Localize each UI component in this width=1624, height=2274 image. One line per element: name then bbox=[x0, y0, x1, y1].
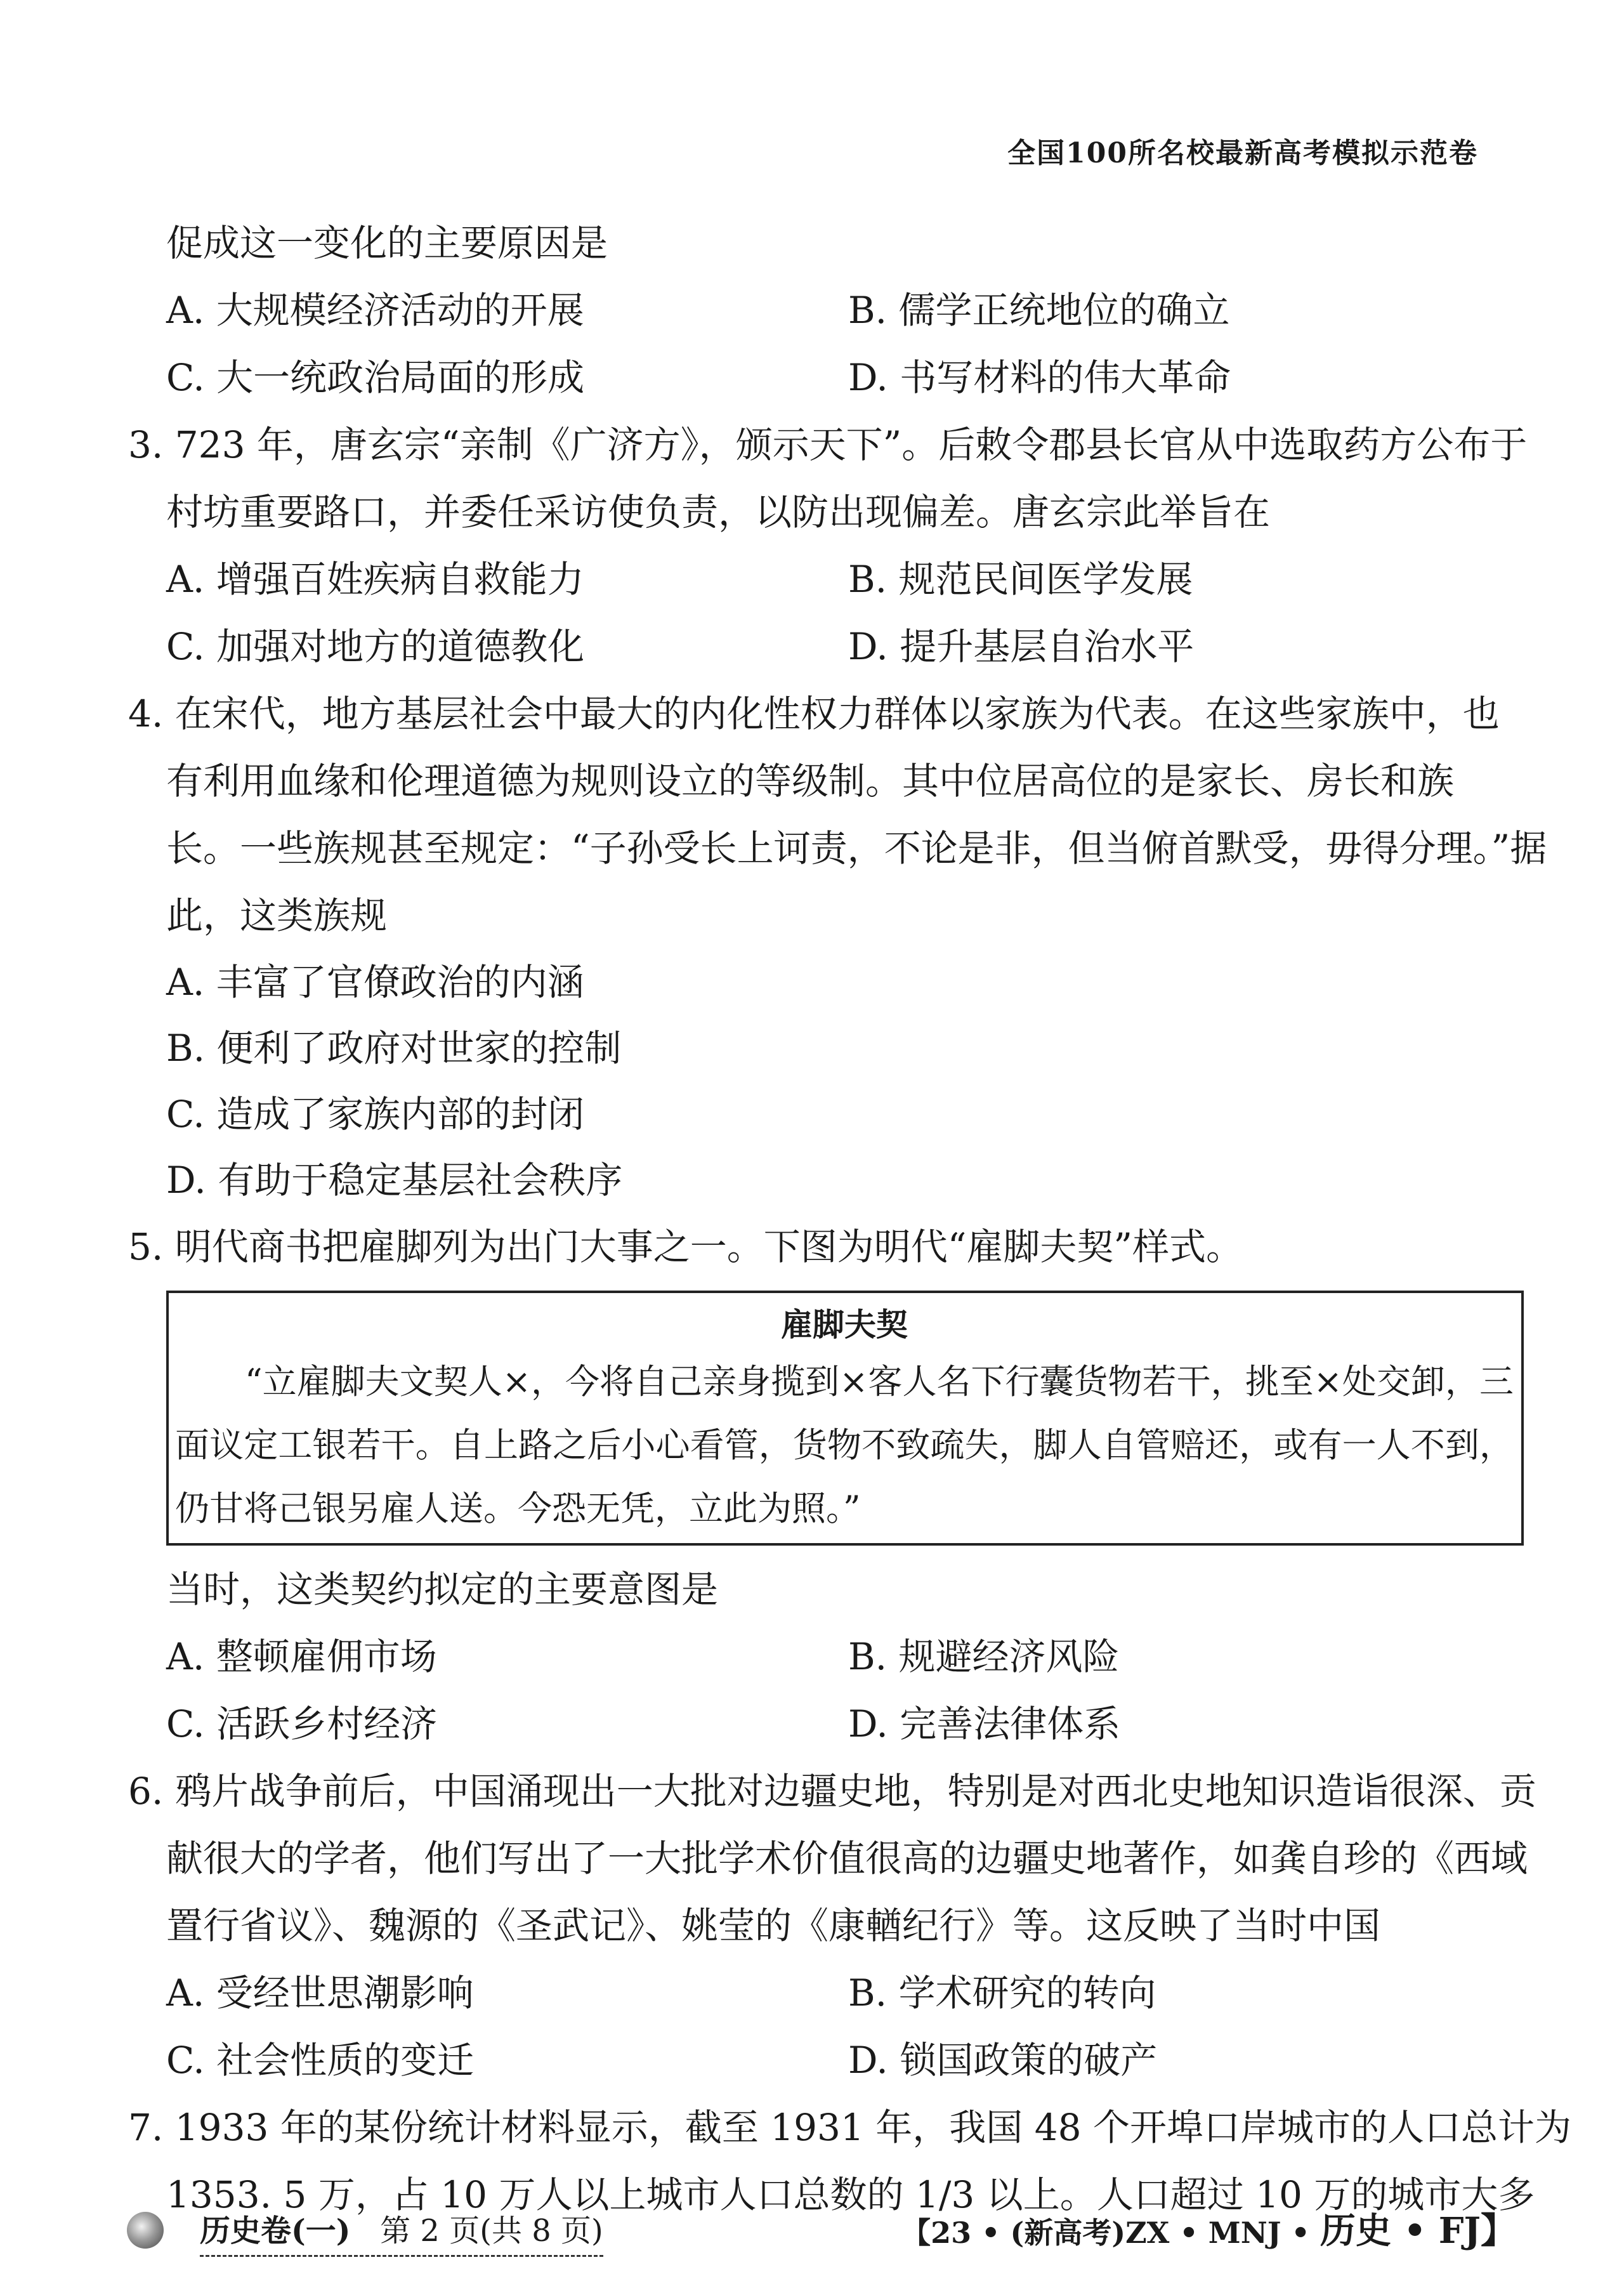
question-4 bbox=[128, 680, 1547, 1213]
subject-label: 历史 • FJ】 bbox=[1320, 2210, 1516, 2252]
option-b: B. 学术研究的转向 bbox=[848, 1971, 1156, 2014]
option-d: D. 锁国政策的破产 bbox=[848, 2039, 1158, 2082]
options-row bbox=[166, 546, 1530, 613]
option-a: A. 大规模经济活动的开展 bbox=[166, 289, 584, 332]
question-stem-line: 6. 鸦片战争前后，中国涌现出一大批对边疆史地，特别是对西北史地知识造诣很深、贡 bbox=[128, 1770, 1536, 1813]
option-a: A. 整顿雇佣市场 bbox=[166, 1635, 437, 1678]
contract-box bbox=[166, 1291, 1524, 1546]
options-row bbox=[166, 344, 1530, 411]
question-6 bbox=[128, 1758, 1536, 2094]
option-a: A. 增强百姓疾病自救能力 bbox=[166, 558, 584, 601]
option-c: C. 加强对地方的道德教化 bbox=[166, 625, 585, 668]
question-stem-line: 1353. 5 万，占 10 万人以上城市人口总数的 1/3 以上。人口超过 10 万的城市大多 bbox=[166, 2173, 1535, 2216]
question-stem-line: 5. 明代商书把雇脚列为出门大事之一。下图为明代“雇脚夫契”样式。 bbox=[128, 1225, 1243, 1268]
option-b: B. 便利了政府对世家的控制 bbox=[166, 1027, 622, 1070]
contract-text: “立雇脚夫文契人×，今将自己亲身揽到×客人名下行囊货物若干，挑至×处交卸，三面议定工银若干。自上路之后小心看管，货物不致疏失，脚人自管赔还，或有一人不到，仍甘将己银另雇人送。今恐无凭，立此为照。” bbox=[175, 1362, 1514, 1528]
question-stem-line: 长。一些族规甚至规定：“子孙受长上诃责，不论是非，但当俯首默受，毋得分理。”据 bbox=[166, 827, 1547, 870]
footer-code bbox=[901, 2208, 1516, 2256]
options-row bbox=[166, 2027, 1530, 2094]
question-stem-line: 村坊重要路口，并委任采访使负责，以防出现偏差。唐玄宗此举旨在 bbox=[166, 490, 1271, 534]
page-number: 第 2 页(共 8 页) bbox=[380, 2213, 603, 2249]
option-d: D. 有助于稳定基层社会秩序 bbox=[166, 1159, 623, 1202]
paper-code: 【23 • (新高考)ZX • MNJ • bbox=[901, 2216, 1310, 2250]
option-b: B. 规避经济风险 bbox=[848, 1635, 1120, 1678]
question-stem-line: 置行省议》、魏源的《圣武记》、姚莹的《康輶纪行》等。这反映了当时中国 bbox=[166, 1904, 1381, 1947]
option-c: C. 大一统政治局面的形成 bbox=[166, 356, 585, 399]
question-stem-line: 有利用血缘和伦理道德为规则设立的等级制。其中位居高位的是家长、房长和族 bbox=[166, 759, 1455, 803]
contract-title: 雇脚夫契 bbox=[781, 1306, 908, 1343]
question-stem: 当时，这类契约拟定的主要意图是 bbox=[166, 1568, 719, 1611]
option-c: C. 活跃乡村经济 bbox=[166, 1702, 438, 1745]
option-c: C. 造成了家族内部的封闭 bbox=[166, 1093, 585, 1136]
options-row bbox=[166, 1959, 1530, 2027]
question-2 bbox=[166, 209, 1530, 411]
question-stem-line: 4. 在宋代，地方基层社会中最大的内化性权力群体以家族为代表。在这些家族中，也 bbox=[128, 692, 1500, 735]
page-footer bbox=[127, 2208, 1516, 2259]
options-row bbox=[166, 277, 1530, 344]
options-row bbox=[166, 1623, 1530, 1690]
option-b: B. 规范民间医学发展 bbox=[848, 558, 1193, 601]
option-a: A. 丰富了官僚政治的内涵 bbox=[166, 961, 584, 1004]
circle-logo-icon bbox=[127, 2212, 164, 2249]
options-row bbox=[166, 1690, 1530, 1758]
question-stem: 促成这一变化的主要原因是 bbox=[166, 221, 608, 265]
exam-content bbox=[128, 209, 1571, 2228]
question-5 bbox=[128, 1213, 1530, 1758]
question-stem-line: 7. 1933 年的某份统计材料显示，截至 1931 年，我国 48 个开埠口岸城市的人口总计为 bbox=[128, 2106, 1571, 2149]
option-c: C. 社会性质的变迁 bbox=[166, 2039, 475, 2082]
options-row bbox=[166, 613, 1530, 680]
option-a: A. 受经世思潮影响 bbox=[166, 1971, 474, 2014]
option-b: B. 儒学正统地位的确立 bbox=[848, 289, 1230, 332]
option-d: D. 提升基层自治水平 bbox=[848, 625, 1195, 668]
question-3 bbox=[128, 411, 1530, 680]
paper-name: 历史卷(一) bbox=[200, 2213, 351, 2249]
option-d: D. 书写材料的伟大革命 bbox=[848, 356, 1231, 399]
footer-paper-info bbox=[200, 2208, 603, 2257]
question-stem-line: 献很大的学者，他们写出了一大批学术价值很高的边疆史地著作，如龚自珍的《西域 bbox=[166, 1837, 1528, 1880]
question-stem-line: 3. 723 年，唐玄宗“亲制《广济方》，颁示天下”。后敕令郡县长官从中选取药方公布于 bbox=[128, 423, 1528, 466]
option-d: D. 完善法律体系 bbox=[848, 1702, 1121, 1745]
series-title: 全国100所名校最新高考模拟示范卷 bbox=[1007, 137, 1478, 169]
question-stem-line: 此，这类族规 bbox=[166, 894, 388, 937]
